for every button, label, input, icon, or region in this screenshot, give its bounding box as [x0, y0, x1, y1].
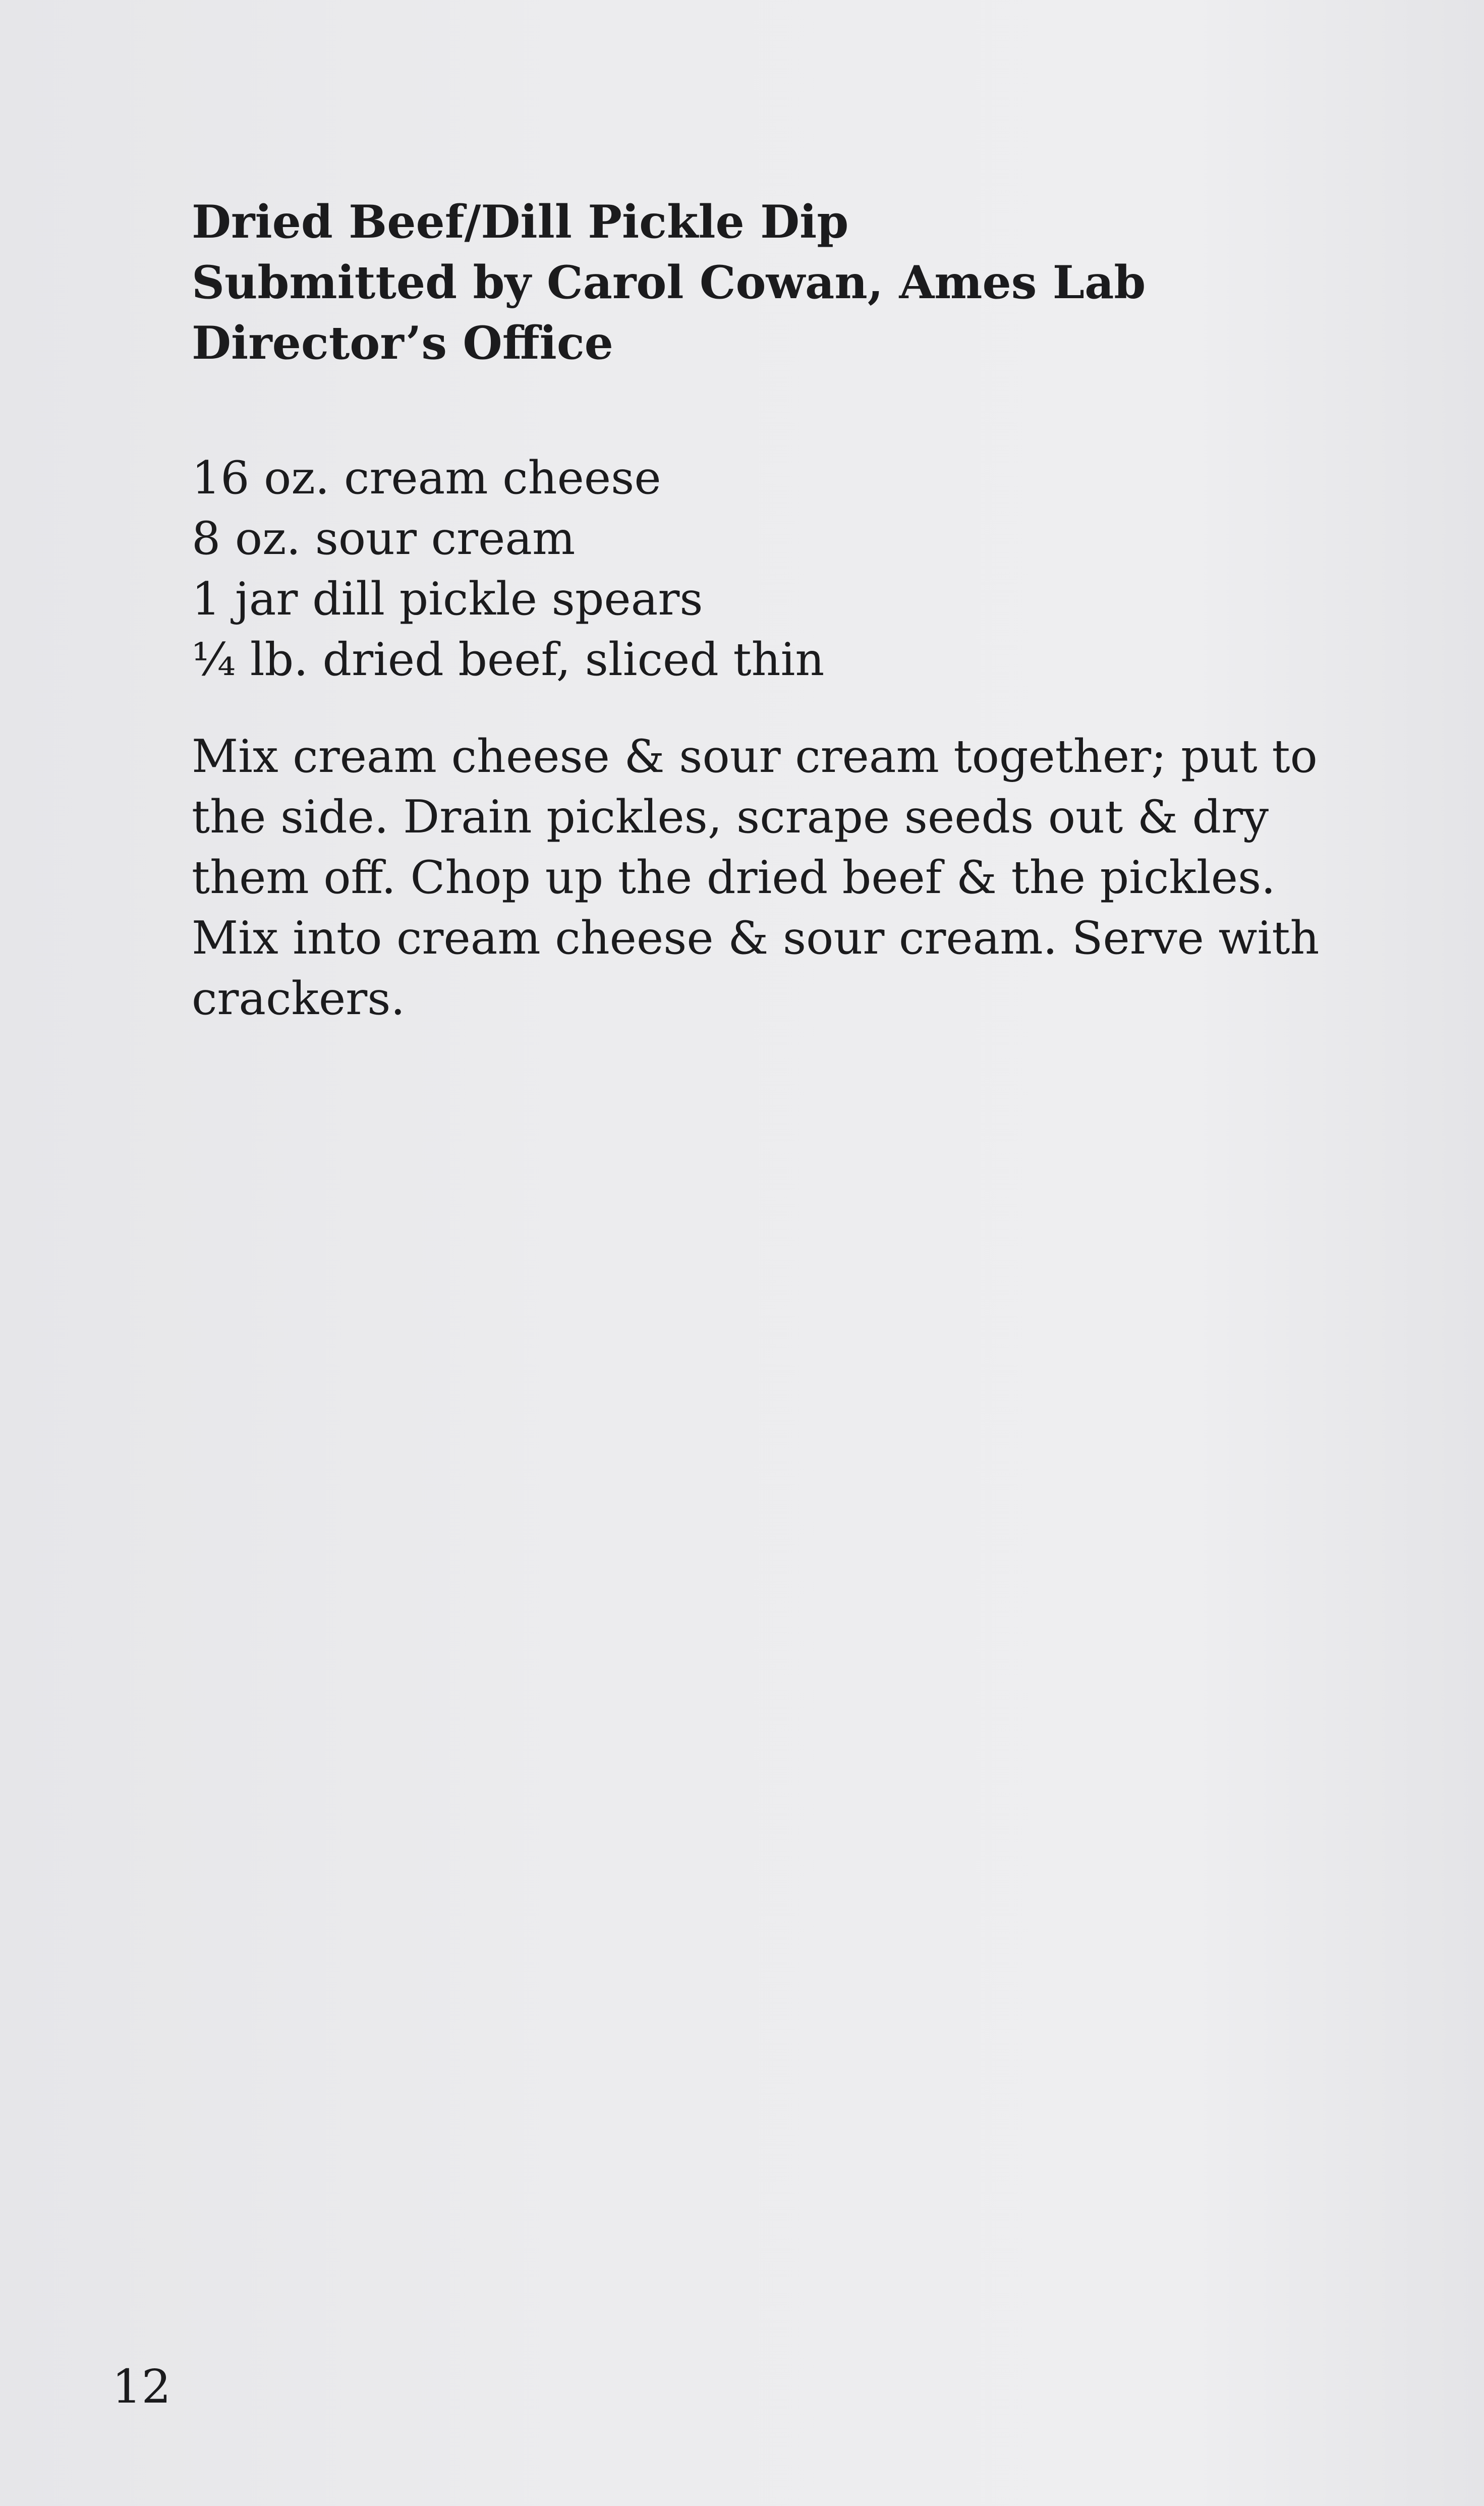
recipe [192, 192, 1352, 1029]
ingredient-item: 16 oz. cream cheese [192, 452, 661, 505]
page-number: 12 [112, 2360, 172, 2414]
ingredient-item: 1 jar dill pickle spears [192, 573, 703, 626]
recipe-name: Dried Beef/Dill Pickle Dip [192, 195, 849, 249]
recipe-title [192, 192, 1352, 373]
submitted-by-line: Submitted by Carol Cowan, Ames Lab [192, 256, 1146, 309]
ingredient-list [192, 448, 1352, 690]
submitter-office: Director’s Office [192, 316, 613, 370]
recipe-directions: Mix cream cheese & sour cream together; put to the side. Drain pickles, scrape seeds out & dry them off. Chop up the dried beef & the pickles. Mix into cream cheese & sour cream. Serve with crackers. [192, 730, 1320, 1025]
ingredient-item: ¼ lb. dried beef, sliced thin [192, 633, 825, 686]
ingredient-item: 8 oz. sour cream [192, 512, 576, 565]
